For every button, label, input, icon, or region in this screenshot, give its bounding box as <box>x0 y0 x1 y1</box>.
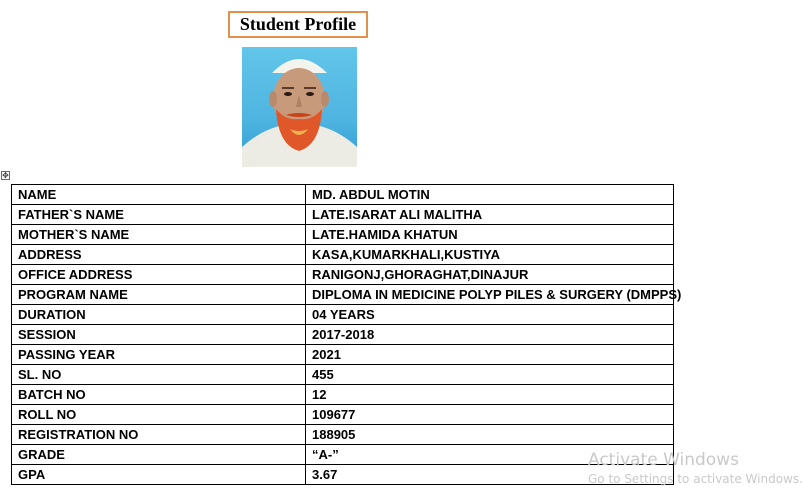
table-row <box>12 465 674 485</box>
row-label: BATCH NO <box>12 385 306 405</box>
person-portrait-icon <box>242 47 357 167</box>
row-label: NAME <box>12 185 306 205</box>
profile-photo <box>242 47 357 167</box>
watermark-line1: Activate Windows <box>588 450 739 470</box>
table-row <box>12 445 674 465</box>
table-row <box>12 205 674 225</box>
row-value: “A-” <box>306 445 674 465</box>
table-row <box>12 225 674 245</box>
activation-watermark <box>588 450 803 486</box>
row-label: MOTHER`S NAME <box>12 225 306 245</box>
row-value: 04 YEARS <box>306 305 674 325</box>
row-value: 2021 <box>306 345 674 365</box>
row-label: REGISTRATION NO <box>12 425 306 445</box>
row-label: ADDRESS <box>12 245 306 265</box>
table-row <box>12 365 674 385</box>
move-handle-icon[interactable]: ✥ <box>2 171 9 180</box>
table-row <box>12 325 674 345</box>
row-value: RANIGONJ,GHORAGHAT,DINAJUR <box>306 265 674 285</box>
row-value: LATE.ISARAT ALI MALITHA <box>306 205 674 225</box>
watermark-line2: Go to Settings to activate Windows. <box>588 472 803 486</box>
row-value: 12 <box>306 385 674 405</box>
row-value: KASA,KUMARKHALI,KUSTIYA <box>306 245 674 265</box>
row-value: 188905 <box>306 425 674 445</box>
table-row <box>12 185 674 205</box>
table-row <box>12 345 674 365</box>
row-value: MD. ABDUL MOTIN <box>306 185 674 205</box>
row-label: PROGRAM NAME <box>12 285 306 305</box>
row-label: OFFICE ADDRESS <box>12 265 306 285</box>
row-label: GRADE <box>12 445 306 465</box>
table-row <box>12 265 674 285</box>
row-value: DIPLOMA IN MEDICINE POLYP PILES & SURGERY (DMPPS) <box>306 285 674 305</box>
table-row <box>12 405 674 425</box>
table-row <box>12 425 674 445</box>
row-label: GPA <box>12 465 306 485</box>
row-label: PASSING YEAR <box>12 345 306 365</box>
row-label: SESSION <box>12 325 306 345</box>
row-value: LATE.HAMIDA KHATUN <box>306 225 674 245</box>
table-row <box>12 285 674 305</box>
page-title: Student Profile <box>228 11 368 38</box>
row-value: 3.67 <box>306 465 674 485</box>
row-value: 109677 <box>306 405 674 425</box>
row-label: ROLL NO <box>12 405 306 425</box>
row-value: 2017-2018 <box>306 325 674 345</box>
table-row <box>12 305 674 325</box>
row-label: FATHER`S NAME <box>12 205 306 225</box>
table-row <box>12 245 674 265</box>
row-label: DURATION <box>12 305 306 325</box>
row-label: SL. NO <box>12 365 306 385</box>
row-value: 455 <box>306 365 674 385</box>
profile-table <box>11 184 682 485</box>
table-row <box>12 385 674 405</box>
